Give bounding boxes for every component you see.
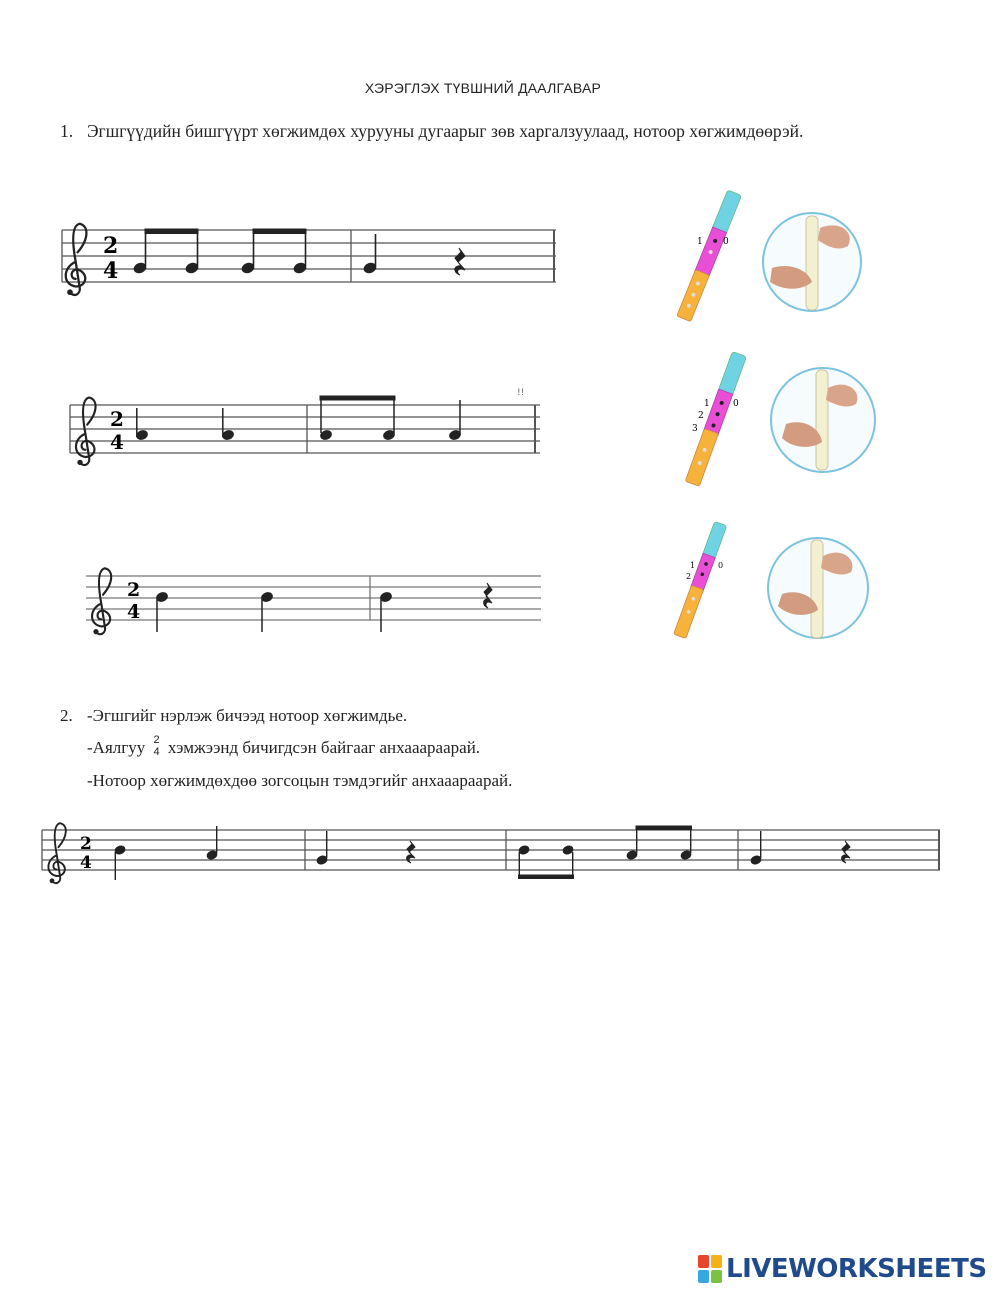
task-2-number: 2. (60, 706, 73, 725)
inline-time-bottom: 4 (153, 746, 160, 758)
time-sig-bottom: 4 (110, 430, 124, 454)
treble-clef-icon (92, 568, 111, 634)
staff-2 (70, 388, 540, 465)
finger-label: 1 (690, 561, 696, 570)
time-sig-top: 2 (103, 233, 119, 259)
finger-label: 0 (718, 561, 724, 570)
staff-3 (86, 568, 541, 634)
finger-label: 1 (704, 399, 710, 409)
task-2-line-2-start: -Аялгуу (87, 737, 146, 757)
treble-clef-icon (76, 398, 96, 466)
staff-4 (42, 823, 940, 883)
time-sig-bottom: 4 (127, 601, 141, 623)
task-1-text: Эгшгүүдийн бишгүүрт хөгжимдөх хурууны дугаарыг зөв харгалзуулаад, нотоор хөгжимдөөрэй. (87, 121, 804, 141)
worksheet-title: ХЭРЭГЛЭХ ТҮВШНИЙ ДААЛГАВАР (364, 80, 602, 96)
hand-photo-1 (763, 213, 861, 311)
treble-clef-icon (48, 823, 65, 883)
recorder-diagram-3 (674, 521, 727, 638)
recorder-diagram-1 (677, 190, 742, 322)
logo-mark-icon (698, 1255, 722, 1283)
inline-time-top: 2 (153, 734, 160, 746)
hand-photo-3 (768, 538, 868, 638)
task-2-line-2-end: хэмжээнд бичигдсэн байгааг анхааараарай. (167, 737, 481, 757)
time-sig-bottom: 4 (103, 258, 119, 284)
liveworksheets-logo (698, 1252, 987, 1286)
treble-clef-icon (66, 224, 87, 295)
task-2-line-1: -Эгшгийг нэрлэж бичээд нотоор хөгжимдье. (87, 706, 408, 725)
task-2-line-3: -Нотоор хөгжимдөхдөө зогсоцын тэмдэгийг анхааараарай. (87, 771, 513, 790)
time-sig-bottom: 4 (80, 853, 92, 873)
finger-label: 0 (733, 399, 739, 409)
svg-text:!!: !! (517, 388, 525, 398)
hand-photo-2 (771, 368, 875, 472)
logo-wordmark: LIVEWORKSHEETS (726, 1254, 987, 1284)
quarter-rest (455, 248, 465, 275)
finger-label: 1 (697, 237, 703, 247)
finger-label: 3 (692, 424, 698, 434)
time-sig-top: 2 (80, 834, 92, 854)
finger-label: 2 (698, 411, 704, 421)
staff-1 (62, 224, 556, 295)
finger-label: 2 (686, 572, 692, 581)
finger-label: 0 (723, 237, 729, 247)
time-sig-top: 2 (110, 407, 124, 431)
task-1-number: 1. (60, 121, 74, 141)
recorder-diagram-2 (685, 351, 746, 486)
time-sig-top: 2 (127, 579, 141, 601)
